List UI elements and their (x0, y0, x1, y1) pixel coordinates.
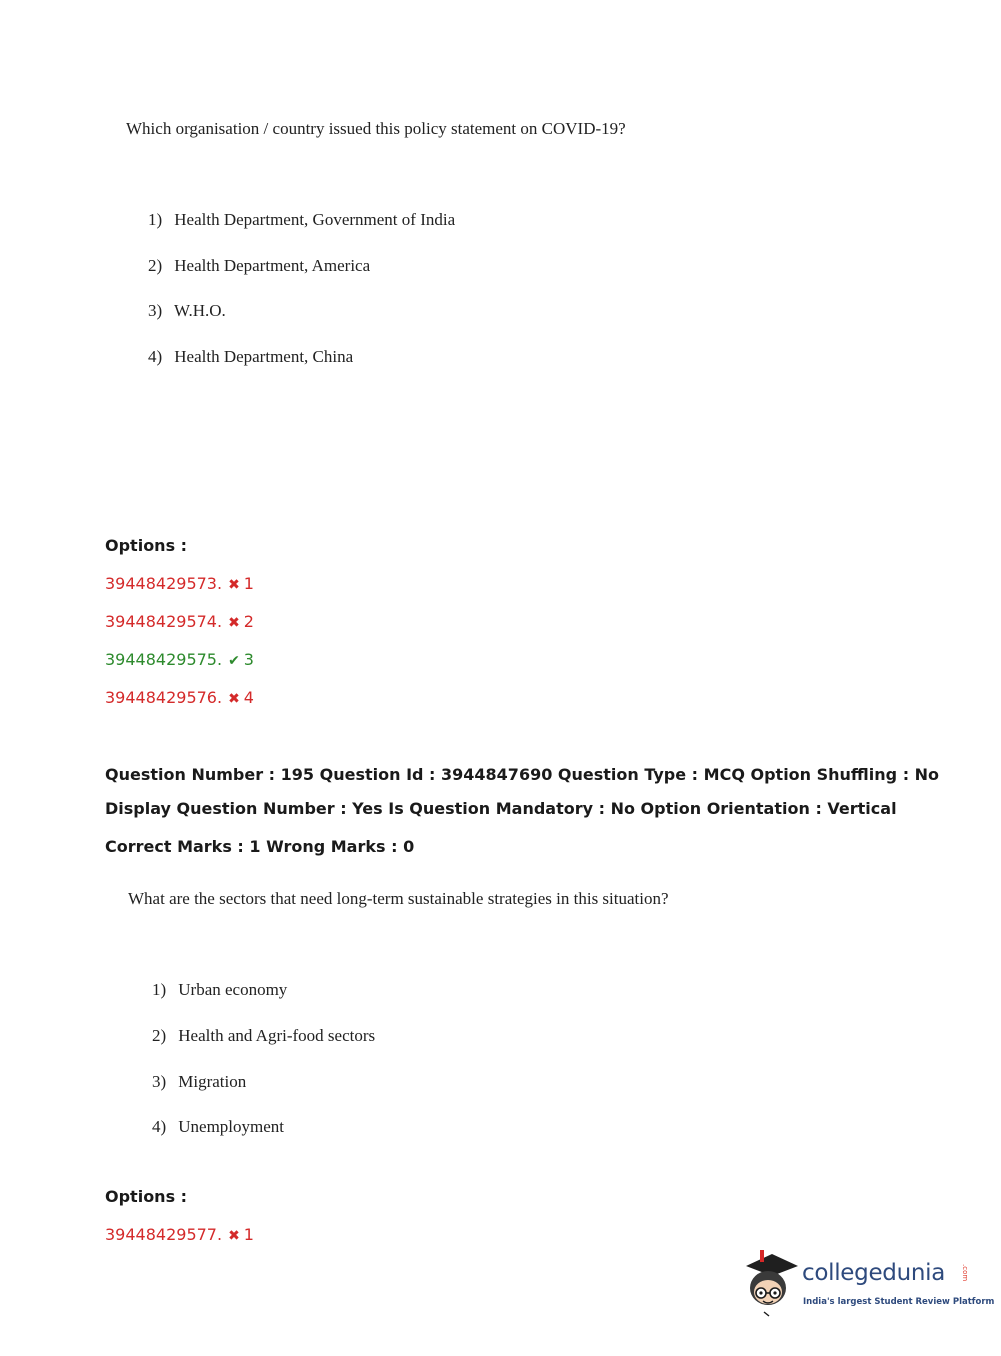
choice-number: 3) (152, 1072, 167, 1091)
choice-text: Unemployment (178, 1117, 285, 1136)
question-text: Which organisation / country issued this policy statement on COVID-19? (126, 119, 626, 138)
choice-number: 3) (148, 301, 163, 320)
cross-icon: ✖ (228, 691, 240, 707)
option-value: 4 (243, 688, 254, 707)
choice-number: 4) (152, 1117, 167, 1136)
question-meta-line: Display Question Number : Yes Is Question Mandatory : No Option Orientation : Vertical (105, 799, 897, 818)
option-value: 2 (243, 612, 254, 631)
choice-text: Health Department, Government of India (174, 210, 456, 229)
option-row (105, 688, 254, 707)
choice-text: Urban economy (178, 980, 288, 999)
logo-tagline: India's largest Student Review Platform (803, 1297, 995, 1307)
option-row (105, 574, 254, 593)
options-heading: Options : (105, 536, 188, 555)
choice-text: W.H.O. (173, 301, 226, 320)
choice-item (152, 1117, 284, 1137)
option-id: 39448429574. (105, 612, 223, 631)
option-row (105, 1225, 254, 1244)
cross-icon: ✖ (228, 577, 240, 593)
option-value: 1 (243, 574, 254, 593)
choice-number: 1) (152, 980, 167, 999)
choice-item (152, 1072, 246, 1092)
choice-number: 1) (148, 210, 163, 229)
choice-number: 2) (152, 1026, 167, 1045)
option-row (105, 612, 254, 631)
option-id: 39448429573. (105, 574, 223, 593)
option-id: 39448429575. (105, 650, 223, 669)
cross-icon: ✖ (228, 615, 240, 631)
choice-text: Health Department, America (174, 256, 371, 275)
mascot-icon (742, 1246, 802, 1318)
collegedunia-logo (742, 1246, 995, 1318)
choice-item (152, 980, 287, 1000)
choice-text: Health Department, China (174, 347, 354, 366)
choice-text: Health and Agri-food sectors (178, 1026, 376, 1045)
choice-item (148, 210, 455, 230)
choice-number: 2) (148, 256, 163, 275)
choice-item (148, 301, 226, 321)
choice-item (148, 256, 370, 276)
check-icon: ✔ (228, 653, 240, 669)
choice-text: Migration (178, 1072, 247, 1091)
option-value: 3 (243, 650, 254, 669)
cross-icon: ✖ (228, 1228, 240, 1244)
choice-number: 4) (148, 347, 163, 366)
question-text: What are the sectors that need long-term sustainable strategies in this situation? (128, 889, 669, 908)
option-id: 39448429577. (105, 1225, 223, 1244)
option-value: 1 (243, 1225, 254, 1244)
choice-item (148, 347, 353, 367)
choice-item (152, 1026, 375, 1046)
option-id: 39448429576. (105, 688, 223, 707)
logo-wordmark: collegedunia (802, 1260, 946, 1286)
question-marks-line: Correct Marks : 1 Wrong Marks : 0 (105, 837, 415, 856)
logo-domain: .com (961, 1264, 969, 1282)
option-row (105, 650, 254, 669)
question-meta-line: Question Number : 195 Question Id : 3944847690 Question Type : MCQ Option Shuffling : No (105, 765, 940, 784)
options-heading: Options : (105, 1187, 188, 1206)
